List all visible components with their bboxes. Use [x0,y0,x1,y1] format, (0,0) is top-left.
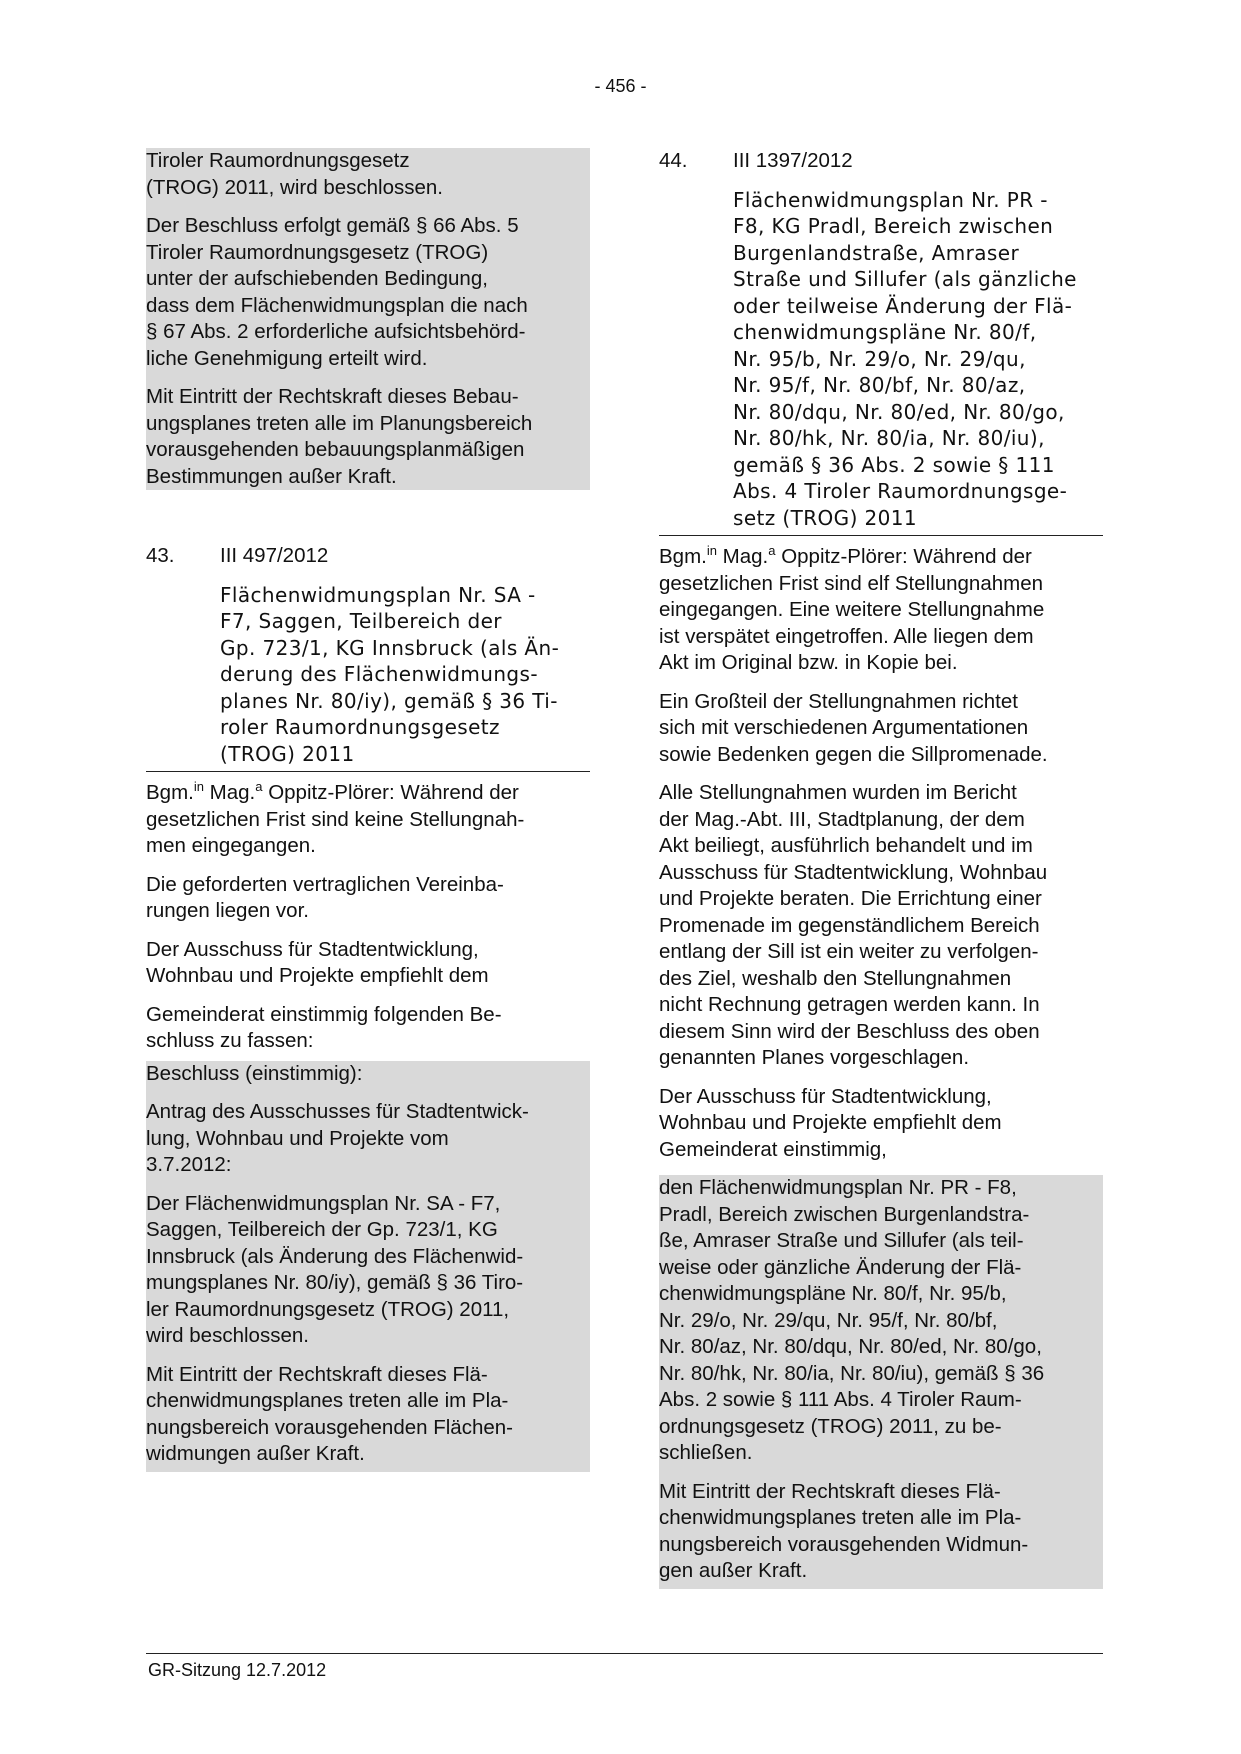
item-44-number: 44. [659,149,688,172]
speaker-statement: Oppitz-Plörer: Während der gesetzlichen Frist sind keine Stellungnah- men eingegangen. [146,781,525,857]
speaker-title-sup-2: a [768,543,776,558]
item-43-number: 43. [146,544,175,567]
page-number: - 456 - [594,76,647,96]
item-43 [146,543,590,1472]
item-43-para-committee: Der Ausschuss für Stadtentwicklung, Wohnbau und Projekte empfiehlt dem [146,937,489,987]
item-43-decision-resolution: Der Flächenwidmungsplan Nr. SA - F7, Saggen, Teilbereich der Gp. 723/1, KG Innsbruck (als Änderung des Flächenwid- mungsplanes Nr. 80/iy), gemäß § 36 Tiro- ler Raumordnungsgesetz (TROG) 2011, wird beschlossen. [146,1191,524,1347]
item-43-speaker-para [146,780,590,860]
item-43-para-council: Gemeinderat einstimmig folgenden Be- schluss zu fassen: [146,1002,502,1052]
item-44-decision-block [659,1175,1103,1589]
item-43-para-agreements: Die geforderten vertraglichen Vereinba- rungen liegen vor. [146,872,504,922]
item-44-para-report: Alle Stellungnahmen wurden im Bericht der Mag.-Abt. III, Stadtplanung, der dem Akt beiliegt, ausführlich behandelt und im Ausschuss für Stadtentwicklung, Wohnbau und Projekte beraten. Die Errichtung einer Promenade im gegenständlichem Bereich entlang der Sill ist ein weiter zu verfolgen- des Ziel, weshalb den Stellungnahmen nicht Rechnung getragen werden kann. In diesem Sinn wird der Beschluss des oben genannten Planes vorgeschlagen. [659,781,1048,1069]
item-44-title: Flächenwidmungsplan Nr. PR - F8, KG Pradl, Bereich zwischen Burgenlandstraße, Amraser Straße und Sillufer (als gänzliche oder teilweise Änderung der Flä- chenwidmungspläne Nr. 80/f, Nr. 95/b, Nr. 29/o, Nr. 29/qu, Nr. 95/f, Nr. 80/bf, Nr. 80/az, Nr. 80/dqu, Nr. 80/ed, Nr. 80/go, Nr. 80/hk, Nr. 80/ia, Nr. 80/iu), gemäß § 36 Abs. 2 sowie § 111 Abs. 4 Tiroler Raumordnungsge- setz (TROG) 2011 [733,187,1077,530]
item-43-header [146,543,590,570]
speaker-title: Bgm. [146,781,194,804]
item-43-reference: III 497/2012 [220,544,329,567]
item-44 [659,148,1103,1589]
item-43-title: Flächenwidmungsplan Nr. SA - F7, Saggen, Teilbereich der Gp. 723/1, KG Innsbruck (als Än- derung des Flächenwidmungs- planes Nr. 80/iy), gemäß § 36 Ti- roler Raumordnungsgesetz (TROG) 2011 [220,582,560,766]
left-resolution-block [146,148,590,490]
speaker-title-sup-1: in [193,779,204,794]
item-44-para-objections: Ein Großteil der Stellungnahmen richtet sich mit verschiedenen Argumentationen sowie Bedenken gegen die Sillpromenade. [659,689,1048,766]
left-block-para-3: Mit Eintritt der Rechtskraft dieses Bebau- ungsplanes treten alle im Planungsbereich vorausgehenden bebauungsplanmäßigen Bestimmungen außer Kraft. [146,385,533,488]
item-44-speaker-para [659,544,1103,677]
speaker-title-sup-2: a [255,779,263,794]
item-44-header [659,148,1103,175]
item-44-para-committee: Der Ausschuss für Stadtentwicklung, Wohnbau und Projekte empfiehlt dem Gemeinderat einstimmig, [659,1084,1002,1161]
item-43-decision-heading: Beschluss (einstimmig): [146,1061,363,1085]
footer-meeting-date: GR-Sitzung 12.7.2012 [148,1660,327,1680]
item-44-reference: III 1397/2012 [733,149,853,172]
item-43-decision-motion: Antrag des Ausschusses für Stadtentwick- lung, Wohnbau und Projekte vom 3.7.2012: [146,1100,529,1176]
speaker-mag: Mag. [203,781,256,804]
speaker-statement: Oppitz-Plörer: Während der gesetzlichen Frist sind elf Stellungnahmen eingegangen. Eine weitere Stellungnahme ist verspätet eingetroffen. Alle liegen dem Akt im Original bzw. in Kopie bei. [659,545,1045,674]
speaker-title: Bgm. [659,545,707,568]
footer-rule [146,1653,1103,1654]
item-44-decision-effect: Mit Eintritt der Rechtskraft dieses Flä- chenwidmungsplanes treten alle im Pla- nungsbereich vorausgehenden Widmun- gen außer Kraft. [659,1479,1029,1582]
item-44-decision-resolution: den Flächenwidmungsplan Nr. PR - F8, Pradl, Bereich zwischen Burgenlandstra- ße, Amraser Straße und Sillufer (als teil- weise oder gänzliche Änderung der Flä- chenwidmungspläne Nr. 80/f, Nr. 95/b, Nr. 29/o, Nr. 29/qu, Nr. 95/f, Nr. 80/bf, Nr. 80/az, Nr. 80/dqu, Nr. 80/ed, Nr. 80/go, Nr. 80/hk, Nr. 80/ia, Nr. 80/iu), gemäß § 36 Abs. 2 sowie § 111 Abs. 4 Tiroler Raum- ordnungsgesetz (TROG) 2011, zu be- schließen. [659,1176,1045,1464]
speaker-mag: Mag. [716,545,769,568]
speaker-title-sup-1: in [706,543,717,558]
left-block-para-2: Der Beschluss erfolgt gemäß § 66 Abs. 5 Tiroler Raumordnungsgesetz (TROG) unter der aufschiebenden Bedingung, dass dem Flächenwidmungsplan die nach § 67 Abs. 2 erforderliche aufsichtsbehörd- liche Genehmigung erteilt wird. [146,214,528,370]
left-block-para-1: Tiroler Raumordnungsgesetz (TROG) 2011, wird beschlossen. [146,149,443,199]
item-43-decision-block [146,1061,590,1472]
item-43-decision-effect: Mit Eintritt der Rechtskraft dieses Flä- chenwidmungsplanes treten alle im Pla- nungsbereich vorausgehenden Flächen- widmungen außer Kraft. [146,1362,513,1465]
